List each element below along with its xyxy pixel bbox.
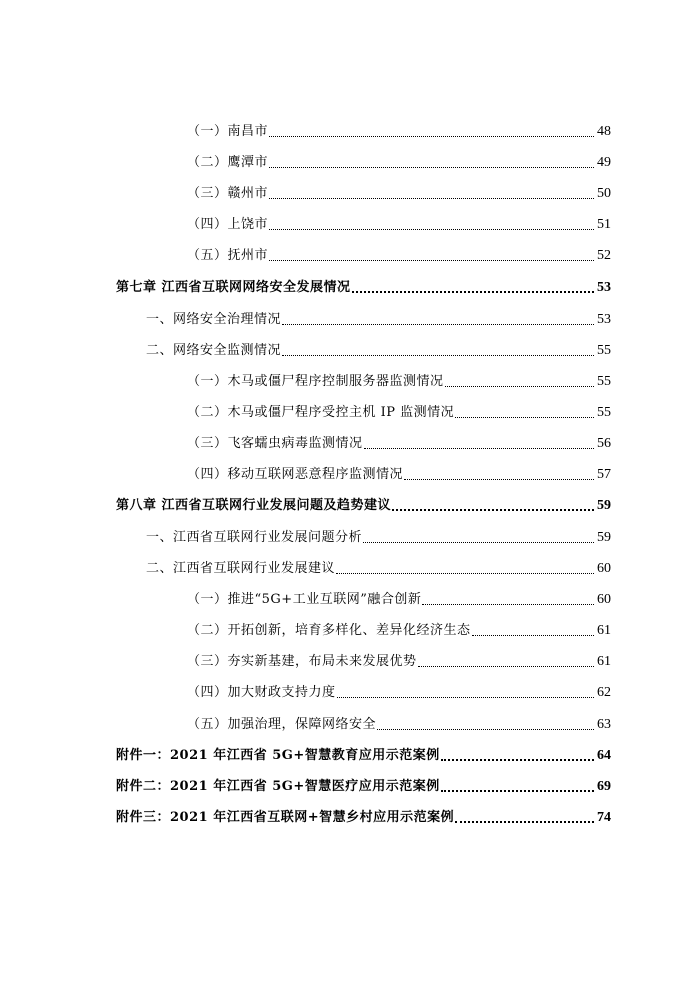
dot-leader — [472, 635, 594, 636]
toc-entry-title: 一、网络安全治理情况 — [146, 312, 282, 327]
toc-entry-page: 56 — [597, 436, 611, 451]
toc-entry-title: （五）抚州市 — [187, 248, 269, 263]
toc-entry[interactable] — [0, 647, 695, 671]
toc-entry-page: 74 — [597, 810, 611, 825]
toc-entry[interactable] — [0, 523, 695, 547]
toc-entry-page: 64 — [597, 748, 611, 763]
toc-entry-title: 二、网络安全监测情况 — [146, 343, 282, 358]
toc-entry-page: 53 — [597, 312, 611, 327]
toc-entry-title: 附件二：2021 年江西省 5G+智慧医疗应用示范案例 — [116, 779, 440, 794]
dot-leader — [455, 417, 594, 418]
toc-appendix-entry[interactable] — [0, 772, 695, 796]
toc-entry-title: （三）夯实新基建，布局未来发展优势 — [187, 654, 417, 669]
toc-entry-page: 53 — [597, 280, 611, 295]
toc-entry-page: 69 — [597, 779, 611, 794]
toc-entry-page: 50 — [597, 186, 611, 201]
dot-leader — [352, 291, 594, 293]
dot-leader — [445, 386, 594, 387]
toc-entry-page: 52 — [597, 248, 611, 263]
dot-leader — [377, 729, 594, 730]
dot-leader — [455, 821, 594, 823]
toc-entry[interactable] — [0, 305, 695, 329]
toc-entry-title: （一）木马或僵尸程序控制服务器监测情况 — [187, 374, 444, 389]
toc-appendix-entry[interactable] — [0, 741, 695, 765]
dot-leader — [441, 759, 594, 761]
toc-entry-page: 59 — [597, 498, 611, 513]
toc-entry[interactable] — [0, 241, 695, 265]
dot-leader — [269, 136, 594, 137]
dot-leader — [337, 697, 594, 698]
dot-leader — [363, 542, 594, 543]
toc-entry-title: 附件三：2021 年江西省互联网+智慧乡村应用示范案例 — [116, 810, 455, 825]
toc-entry-title: 第七章 江西省互联网网络安全发展情况 — [116, 280, 351, 295]
dot-leader — [269, 260, 594, 261]
toc-entry[interactable] — [0, 367, 695, 391]
toc-entry-title: （二）鹰潭市 — [187, 155, 269, 170]
toc-entry-page: 60 — [597, 592, 611, 607]
toc-entry-title: （一）推进“5G+工业互联网”融合创新 — [187, 592, 422, 607]
toc-entry-page: 55 — [597, 343, 611, 358]
dot-leader — [418, 666, 594, 667]
toc-chapter-entry[interactable] — [0, 273, 695, 297]
toc-entry-page: 48 — [597, 124, 611, 139]
toc-entry[interactable] — [0, 336, 695, 360]
toc-entry-title: （一）南昌市 — [187, 124, 269, 139]
toc-entry-title: （三）赣州市 — [187, 186, 269, 201]
toc-entry-page: 63 — [597, 717, 611, 732]
dot-leader — [269, 167, 594, 168]
toc-entry-title: （五）加强治理，保障网络安全 — [187, 717, 377, 732]
toc-entry[interactable] — [0, 148, 695, 172]
toc-entry[interactable] — [0, 585, 695, 609]
toc-entry-page: 59 — [597, 530, 611, 545]
toc-entry-title: （四）上饶市 — [187, 217, 269, 232]
dot-leader — [282, 355, 594, 356]
toc-entry-title: （三）飞客蠕虫病毒监测情况 — [187, 436, 363, 451]
toc-entry[interactable] — [0, 210, 695, 234]
toc-entry[interactable] — [0, 460, 695, 484]
toc-entry[interactable] — [0, 616, 695, 640]
toc-entry-page: 61 — [597, 654, 611, 669]
dot-leader — [269, 198, 594, 199]
dot-leader — [422, 604, 594, 605]
toc-entry[interactable] — [0, 398, 695, 422]
toc-entry-page: 62 — [597, 685, 611, 700]
toc-entry[interactable] — [0, 710, 695, 734]
dot-leader — [269, 229, 594, 230]
toc-entry-page: 55 — [597, 374, 611, 389]
toc-entry-title: （四）加大财政支持力度 — [187, 685, 336, 700]
toc-appendix-entry[interactable] — [0, 803, 695, 827]
dot-leader — [364, 448, 594, 449]
dot-leader — [392, 509, 594, 511]
toc-entry[interactable] — [0, 429, 695, 453]
dot-leader — [404, 479, 594, 480]
toc-chapter-entry[interactable] — [0, 491, 695, 515]
dot-leader — [441, 790, 594, 792]
toc-entry-title: 第八章 江西省互联网行业发展问题及趋势建议 — [116, 498, 392, 513]
toc-entry[interactable] — [0, 117, 695, 141]
dot-leader — [282, 324, 594, 325]
toc-entry-title: 附件一：2021 年江西省 5G+智慧教育应用示范案例 — [116, 748, 440, 763]
toc-entry-page: 55 — [597, 405, 611, 420]
toc-entry-page: 60 — [597, 561, 611, 576]
toc-entry-page: 57 — [597, 467, 611, 482]
toc-entry[interactable] — [0, 179, 695, 203]
toc-entry-title: （二）木马或僵尸程序受控主机 IP 监测情况 — [187, 405, 455, 420]
toc-entry-page: 61 — [597, 623, 611, 638]
toc-entry-title: 一、江西省互联网行业发展问题分析 — [146, 530, 363, 545]
toc-entry-title: （四）移动互联网恶意程序监测情况 — [187, 467, 404, 482]
dot-leader — [336, 573, 594, 574]
toc-entry-title: （二）开拓创新，培育多样化、差异化经济生态 — [187, 623, 471, 638]
toc-entry-page: 49 — [597, 155, 611, 170]
toc-entry[interactable] — [0, 678, 695, 702]
toc-entry-title: 二、江西省互联网行业发展建议 — [146, 561, 336, 576]
toc-entry-page: 51 — [597, 217, 611, 232]
toc-entry[interactable] — [0, 554, 695, 578]
